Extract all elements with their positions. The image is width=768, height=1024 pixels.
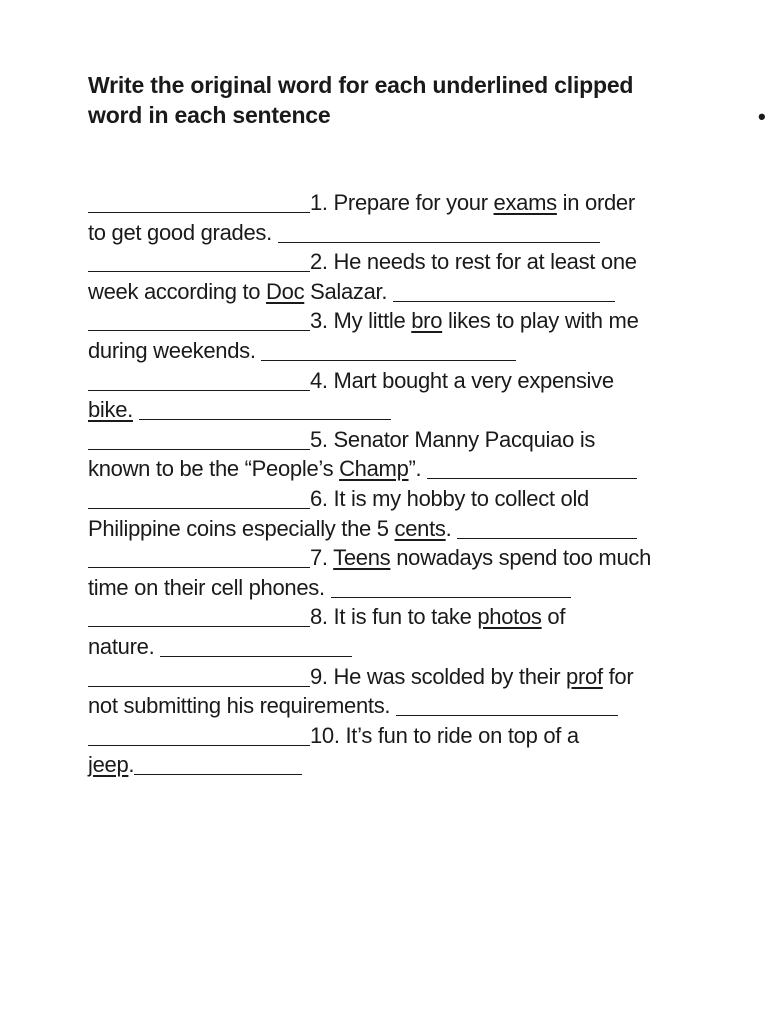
clipped-word-10: jeep <box>88 752 129 778</box>
sentence-text: of <box>541 604 566 630</box>
sentence-text: not submitting his requirements. <box>88 693 397 719</box>
answer-blank-5[interactable] <box>88 427 310 450</box>
item-5-line-2 <box>88 454 738 484</box>
clipped-word-4: bike. <box>88 397 133 423</box>
item-2-line-2 <box>88 277 738 307</box>
clipped-word-9: prof <box>566 663 603 689</box>
sentence-text: He was scolded by their <box>327 663 567 689</box>
sentence-text: Mart bought a very expensive <box>327 367 614 393</box>
instructions-line-1: Write the original word for each underlined clipped <box>88 72 634 98</box>
item-9-line-2 <box>88 691 738 721</box>
item-number: 5. <box>310 426 328 452</box>
sentence-text: known to be the “People’s <box>88 456 340 482</box>
item-number: 3. <box>310 308 328 334</box>
item-4-line-2 <box>88 395 738 425</box>
answer-line-8[interactable] <box>160 634 352 657</box>
clipped-word-7: Teens <box>333 545 391 571</box>
sentence-text: in order <box>556 190 635 215</box>
item-6-line-2 <box>88 514 738 544</box>
item-7-line-1 <box>88 543 738 573</box>
answer-blank-1[interactable] <box>88 190 310 213</box>
sentence-text: My little <box>327 308 412 334</box>
item-8-line-2 <box>88 632 738 662</box>
sentence-text: Prepare for your <box>327 190 494 215</box>
item-1-line-1 <box>88 188 738 218</box>
answer-line-5[interactable] <box>427 456 637 479</box>
sentence-text: ”. <box>408 456 428 482</box>
answer-blank-9[interactable] <box>88 664 310 687</box>
sentence-text: He needs to rest for at least one <box>327 249 637 275</box>
clipped-word-8: photos <box>477 604 542 630</box>
item-number: 6. <box>310 485 328 511</box>
sentence-text: It is fun to take <box>327 604 478 630</box>
item-number: 8. <box>310 604 328 630</box>
answer-line-1[interactable] <box>278 220 600 243</box>
bullet-mark: • <box>758 104 766 129</box>
sentence-text: week according to <box>88 278 267 304</box>
sentence-text: likes to play with me <box>442 308 639 334</box>
sentence-text: Salazar. <box>304 278 393 304</box>
sentence-text: for <box>602 663 634 689</box>
item-7-line-2 <box>88 573 738 603</box>
sentence-text: . <box>445 515 458 541</box>
clipped-word-3: bro <box>411 308 443 334</box>
sentence-text: nature. <box>88 633 161 659</box>
clipped-word-2: Doc <box>266 278 305 304</box>
item-8-line-1 <box>88 602 738 632</box>
item-10-line-1 <box>88 721 738 751</box>
item-4-line-1 <box>88 366 738 396</box>
item-1-line-2 <box>88 218 738 248</box>
answer-line-10[interactable] <box>134 752 302 775</box>
item-number: 10. <box>310 722 340 748</box>
item-number: 2. <box>310 249 328 275</box>
item-9-line-1 <box>88 662 738 692</box>
item-3-line-2 <box>88 336 738 366</box>
instructions-line-2: word in each sentence <box>88 102 331 128</box>
sentence-text: It is my hobby to collect old <box>327 485 589 511</box>
answer-blank-4[interactable] <box>88 368 310 391</box>
sentence-text: nowadays spend too much <box>390 545 652 571</box>
answer-line-3[interactable] <box>261 338 516 361</box>
answer-line-7[interactable] <box>331 575 571 598</box>
item-6-line-1 <box>88 484 738 514</box>
answer-blank-3[interactable] <box>88 308 310 331</box>
item-3-line-1 <box>88 306 738 336</box>
item-2-line-1 <box>88 247 738 277</box>
answer-blank-10[interactable] <box>88 723 310 746</box>
item-5-line-1 <box>88 425 738 455</box>
answer-line-9[interactable] <box>396 693 618 716</box>
answer-line-6[interactable] <box>457 516 637 539</box>
sentence-text: time on their cell phones. <box>88 574 331 600</box>
item-number: 9. <box>310 663 328 689</box>
worksheet-instructions <box>88 70 728 130</box>
item-number: 7. <box>310 545 328 571</box>
answer-line-4[interactable] <box>139 397 391 420</box>
clipped-word-1: exams <box>493 190 557 215</box>
answer-blank-6[interactable] <box>88 486 310 509</box>
clipped-word-6: cents <box>394 515 446 541</box>
answer-blank-7[interactable] <box>88 545 310 568</box>
sentence-text: . <box>128 752 135 778</box>
sentence-text: Philippine coins especially the 5 <box>88 515 395 541</box>
answer-blank-8[interactable] <box>88 604 310 627</box>
answer-line-2[interactable] <box>393 279 615 302</box>
sentence-text: to get good grades. <box>88 219 278 245</box>
exercise-list <box>88 188 738 780</box>
sentence-text: It’s fun to ride on top of a <box>339 722 579 748</box>
item-number: 1. <box>310 190 328 215</box>
sentence-text: Senator Manny Pacquiao is <box>327 426 596 452</box>
item-10-line-2 <box>88 750 738 780</box>
clipped-word-5: Champ <box>339 456 409 482</box>
sentence-text: during weekends. <box>88 337 262 363</box>
answer-blank-2[interactable] <box>88 249 310 272</box>
item-number: 4. <box>310 367 328 393</box>
